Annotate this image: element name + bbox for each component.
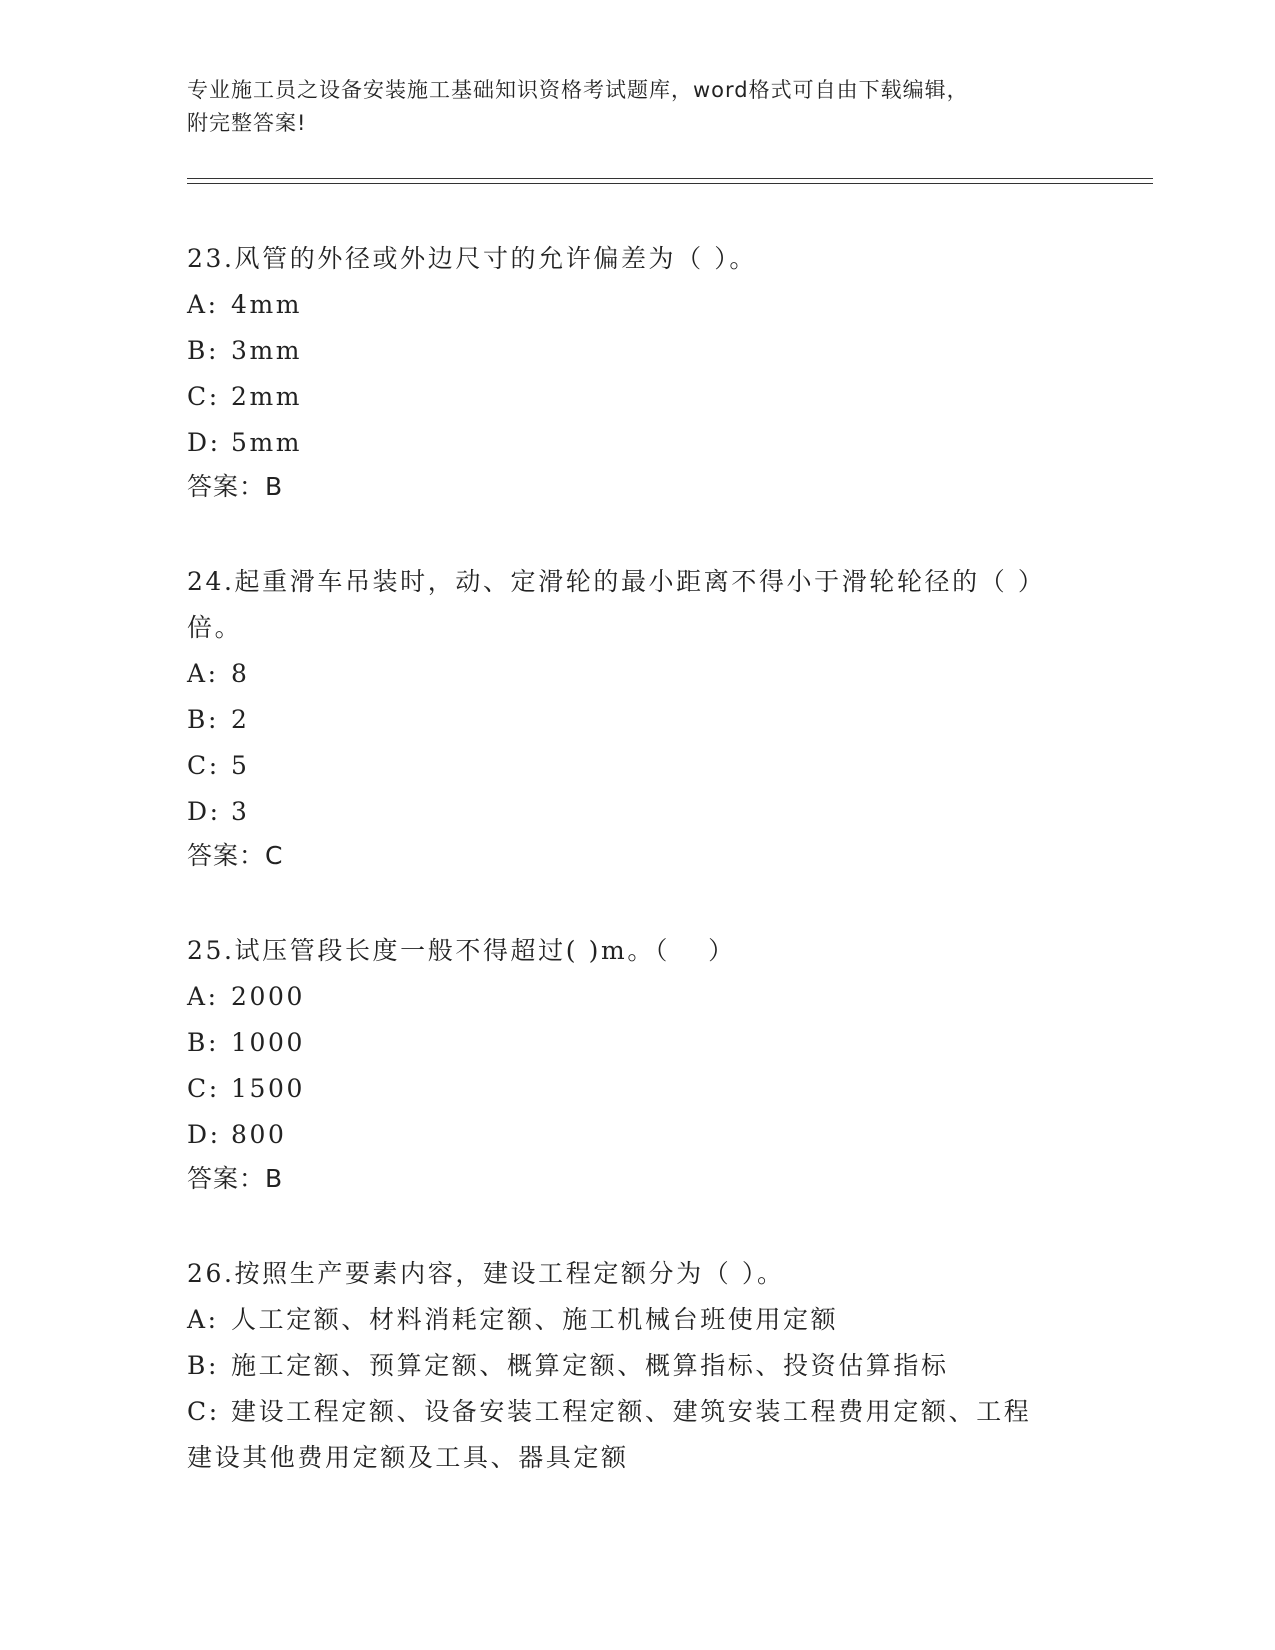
option-b — [187, 697, 1087, 743]
option-label: D: — [187, 1120, 221, 1149]
option-c — [187, 374, 1087, 420]
option-label: A: — [187, 1305, 219, 1334]
question-24 — [187, 559, 1087, 877]
option-text: 建设工程定额、设备安装工程定额、建筑安装工程费用定额、工程建设其他费用定额及工具、器具定额 — [187, 1397, 1032, 1472]
question-text: 26.按照生产要素内容，建设工程定额分为（ ）。 — [187, 1259, 785, 1288]
option-b — [187, 1020, 1087, 1066]
option-label: A: — [187, 982, 219, 1011]
option-text: 5mm — [231, 428, 303, 457]
option-c — [187, 743, 1087, 789]
option-a — [187, 1297, 1087, 1343]
option-text: 施工定额、预算定额、概算定额、概算指标、投资估算指标 — [231, 1351, 949, 1380]
option-text: 2mm — [231, 382, 303, 411]
option-text: 5 — [231, 751, 250, 780]
answer-line: 答案：B — [187, 1164, 284, 1193]
option-label: D: — [187, 797, 221, 826]
question-text: 24.起重滑车吊装时，动、定滑轮的最小距离不得小于滑轮轮径的（ ）倍。 — [187, 567, 1034, 642]
option-label: B: — [187, 1351, 219, 1380]
header-line-1: 专业施工员之设备安装施工基础知识资格考试题库，word格式可自由下载编辑， — [187, 78, 969, 102]
option-b — [187, 328, 1087, 374]
question-26 — [187, 1251, 1087, 1481]
option-d — [187, 1112, 1087, 1158]
option-d — [187, 420, 1087, 466]
option-text: 1500 — [231, 1074, 306, 1103]
option-text: 1000 — [231, 1028, 306, 1057]
option-label: C: — [187, 1074, 220, 1103]
option-text: 人工定额、材料消耗定额、施工机械台班使用定额 — [231, 1305, 839, 1334]
option-b — [187, 1343, 1087, 1389]
question-23 — [187, 236, 1087, 508]
option-label: C: — [187, 1397, 220, 1426]
option-d — [187, 789, 1087, 835]
question-text: 25.试压管段长度一般不得超过( )m。（ ） — [187, 936, 736, 965]
answer-line: 答案：C — [187, 841, 284, 870]
option-text: 3 — [231, 797, 250, 826]
option-label: A: — [187, 290, 219, 319]
option-text: 8 — [231, 659, 250, 688]
question-text: 23.风管的外径或外边尺寸的允许偏差为（ ）。 — [187, 244, 758, 273]
question-list — [187, 236, 1087, 1532]
option-text: 3mm — [231, 336, 303, 365]
option-label: B: — [187, 336, 219, 365]
option-a — [187, 651, 1087, 697]
header-divider-top — [187, 178, 1153, 179]
option-text: 4mm — [231, 290, 303, 319]
option-label: B: — [187, 705, 219, 734]
option-label: C: — [187, 751, 220, 780]
option-label: A: — [187, 659, 219, 688]
header-line-2: 附完整答案! — [187, 111, 307, 135]
question-25 — [187, 928, 1087, 1200]
option-c — [187, 1066, 1087, 1112]
option-label: D: — [187, 428, 221, 457]
option-c — [187, 1389, 1047, 1481]
option-text: 800 — [231, 1120, 287, 1149]
option-text: 2000 — [231, 982, 306, 1011]
header-divider-bottom — [187, 183, 1153, 184]
option-a — [187, 974, 1087, 1020]
option-label: B: — [187, 1028, 219, 1057]
option-a — [187, 282, 1087, 328]
option-text: 2 — [231, 705, 250, 734]
document-header — [187, 74, 1067, 140]
option-label: C: — [187, 382, 220, 411]
answer-line: 答案：B — [187, 472, 284, 501]
